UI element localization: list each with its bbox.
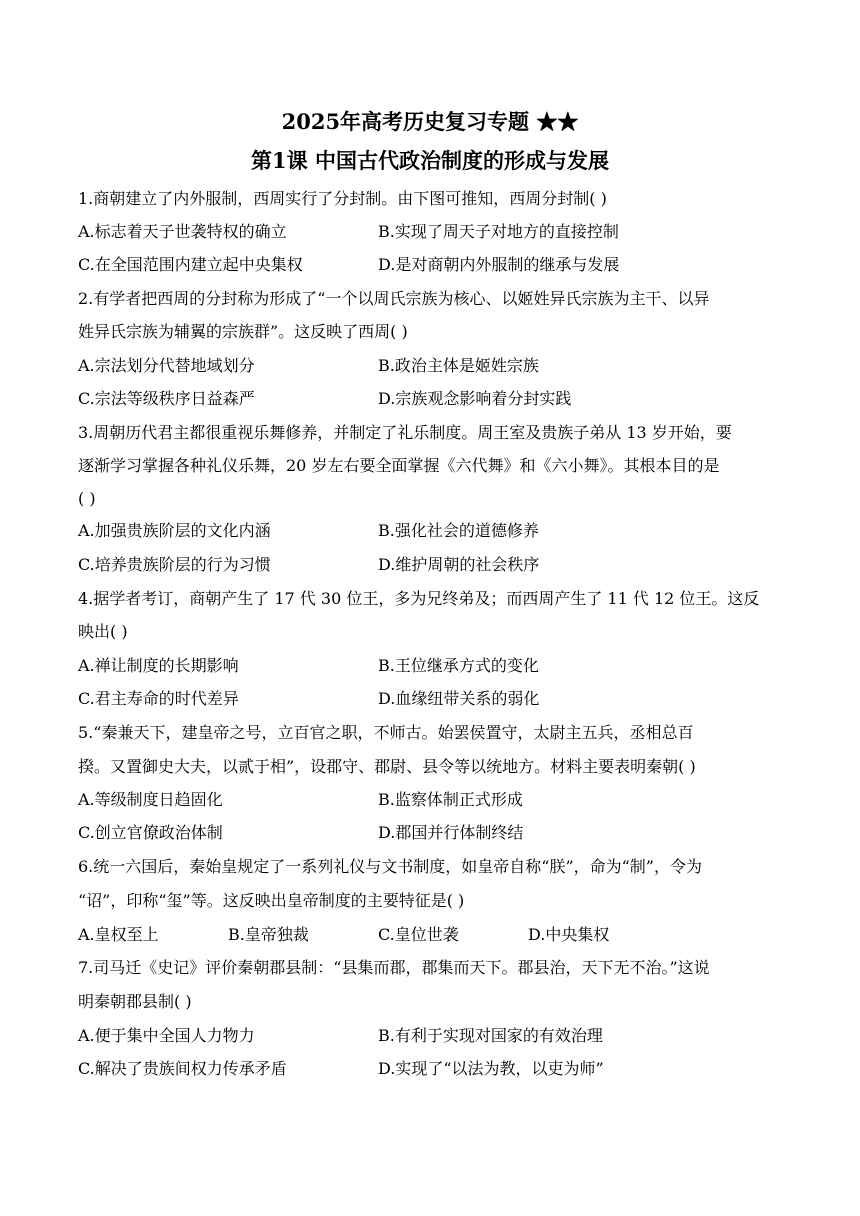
q1-option-d: D.是对商朝内外服制的继承与发展	[378, 255, 620, 274]
q2-option-c: C.宗法等级秩序日益森严	[78, 389, 255, 408]
q4-option-c: C.君主寿命的时代差异	[78, 689, 239, 708]
question-6-stem-line-1: 6.统一六国后，秦始皇规定了一系列礼仪与文书制度，如皇帝自称“朕”，命为“制”，令为	[78, 857, 702, 876]
q4-option-b: B.王位继承方式的变化	[378, 656, 539, 675]
q7-option-a: A.便于集中全国人力物力	[78, 1026, 255, 1045]
q1-option-a: A.标志着天子世袭特权的确立	[78, 222, 287, 241]
q2-option-a: A.宗法划分代替地域划分	[78, 356, 255, 375]
question-2-stem-line-2: 姓异氏宗族为辅翼的宗族群”。这反映了西周( )	[78, 322, 408, 341]
question-3-stem-line-1: 3.周朝历代君主都很重视乐舞修养，并制定了礼乐制度。周王室及贵族子弟从 13 岁开始，要	[78, 423, 732, 442]
document-title: 2025年高考历史复习专题 ★★	[281, 109, 579, 134]
question-2-stem-line-1: 2.有学者把西周的分封称为形成了“一个以周氏宗族为核心、以姬姓异氏宗族为主干、以异	[78, 289, 710, 308]
q6-option-a: A.皇权至上	[78, 925, 159, 944]
q3-option-a: A.加强贵族阶层的文化内涵	[78, 521, 271, 540]
q2-option-d: D.宗族观念影响着分封实践	[378, 389, 572, 408]
q1-option-b: B.实现了周天子对地方的直接控制	[378, 222, 619, 241]
q1-option-c: C.在全国范围内建立起中央集权	[78, 255, 303, 274]
question-3-stem-line-2: 逐渐学习掌握各种礼仪乐舞，20 岁左右要全面掌握《六代舞》和《六小舞》。其根本目的是	[78, 456, 720, 475]
question-4-stem-line-2: 映出( )	[78, 622, 128, 641]
q2-option-b: B.政治主体是姬姓宗族	[378, 356, 539, 375]
q6-option-c: C.皇位世袭	[378, 925, 459, 944]
q3-option-d: D.维护周朝的社会秩序	[378, 555, 540, 574]
q7-option-c: C.解决了贵族间权力传承矛盾	[78, 1059, 287, 1078]
question-5-stem-line-2: 揆。又置御史大夫，以贰于相”，设郡守、郡尉、县令等以统地方。材料主要表明秦朝( )	[78, 757, 696, 776]
q3-option-c: C.培养贵族阶层的行为习惯	[78, 555, 271, 574]
q6-option-d: D.中央集权	[528, 925, 610, 944]
q6-option-b: B.皇帝独裁	[228, 925, 309, 944]
q5-option-a: A.等级制度日趋固化	[78, 790, 223, 809]
question-6-stem-line-2: “诏”，印称“玺”等。这反映出皇帝制度的主要特征是( )	[78, 891, 465, 910]
question-4-stem-line-1: 4.据学者考订，商朝产生了 17 代 30 位王，多为兄终弟及；而西周产生了 11 代 12 位王。这反	[78, 589, 760, 608]
question-3-stem-line-3: ( )	[78, 489, 96, 508]
question-1-stem: 1.商朝建立了内外服制，西周实行了分封制。由下图可推知，西周分封制( )	[78, 189, 607, 208]
q5-option-d: D.郡国并行体制终结	[378, 823, 524, 842]
q3-option-b: B.强化社会的道德修养	[378, 521, 539, 540]
question-5-stem-line-1: 5.“秦兼天下，建皇帝之号，立百官之职，不师古。始罢侯置守，太尉主五兵，丞相总百	[78, 723, 694, 742]
q7-option-d: D.实现了“以法为教，以吏为师”	[378, 1059, 604, 1078]
q7-option-b: B.有利于实现对国家的有效治理	[378, 1026, 603, 1045]
lesson-title: 第1课 中国古代政治制度的形成与发展	[251, 148, 609, 173]
question-7-stem-line-2: 明秦朝郡县制( )	[78, 992, 192, 1011]
question-7-stem-line-1: 7.司马迁《史记》评价秦朝郡县制：“县集而郡，郡集而天下。郡县治，天下无不治。”这说	[78, 958, 710, 977]
q5-option-b: B.监察体制正式形成	[378, 790, 523, 809]
q4-option-a: A.禅让制度的长期影响	[78, 656, 239, 675]
q5-option-c: C.创立官僚政治体制	[78, 823, 223, 842]
q4-option-d: D.血缘纽带关系的弱化	[378, 689, 540, 708]
